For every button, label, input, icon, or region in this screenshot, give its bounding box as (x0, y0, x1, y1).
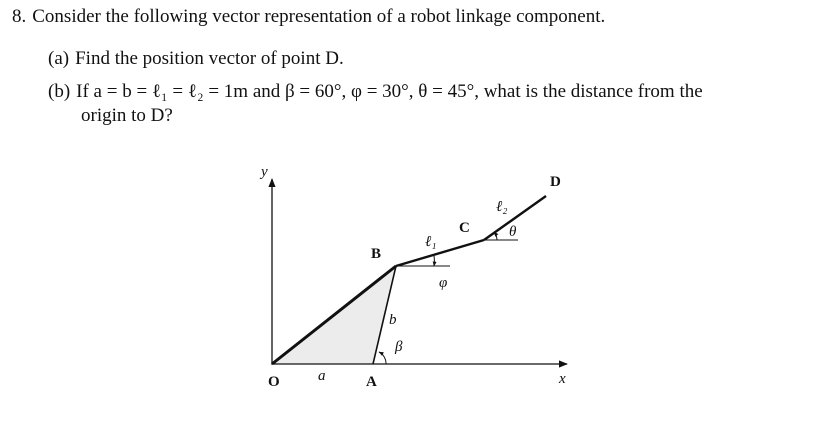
part-b-label: (b) (48, 81, 71, 102)
angle-theta-label: θ (509, 224, 517, 240)
point-D-label: D (550, 174, 561, 190)
length-a-label: a (318, 368, 326, 384)
point-A-label: A (366, 374, 377, 390)
point-B-label: B (371, 246, 382, 262)
length-l2-label: ℓ₂ (496, 199, 508, 215)
angle-arc-beta (379, 352, 386, 364)
part-a-label: (a) (48, 48, 70, 69)
x-axis-label: x (559, 371, 566, 387)
point-O-label: O (268, 374, 280, 390)
part-b-text-line1: If a = b = ℓ₁ = ℓ₂ = 1m and β = 60°, φ = 30°, θ = 45°, what is the distance from the (76, 81, 703, 102)
problem-number: 8. (12, 6, 27, 27)
point-C-label: C (459, 220, 470, 236)
length-b-label: b (389, 312, 397, 328)
y-axis-label: y (261, 164, 268, 180)
part-b-text-line2: origin to D? (81, 105, 173, 126)
problem-text: Consider the following vector representation of a robot linkage component. (32, 6, 606, 27)
length-l1-label: ℓ₁ (425, 234, 437, 250)
angle-beta-label: β (395, 339, 403, 355)
angle-phi-label: φ (439, 275, 448, 291)
part-a-text: Find the position vector of point D. (75, 48, 344, 69)
vector-BC (396, 240, 484, 266)
